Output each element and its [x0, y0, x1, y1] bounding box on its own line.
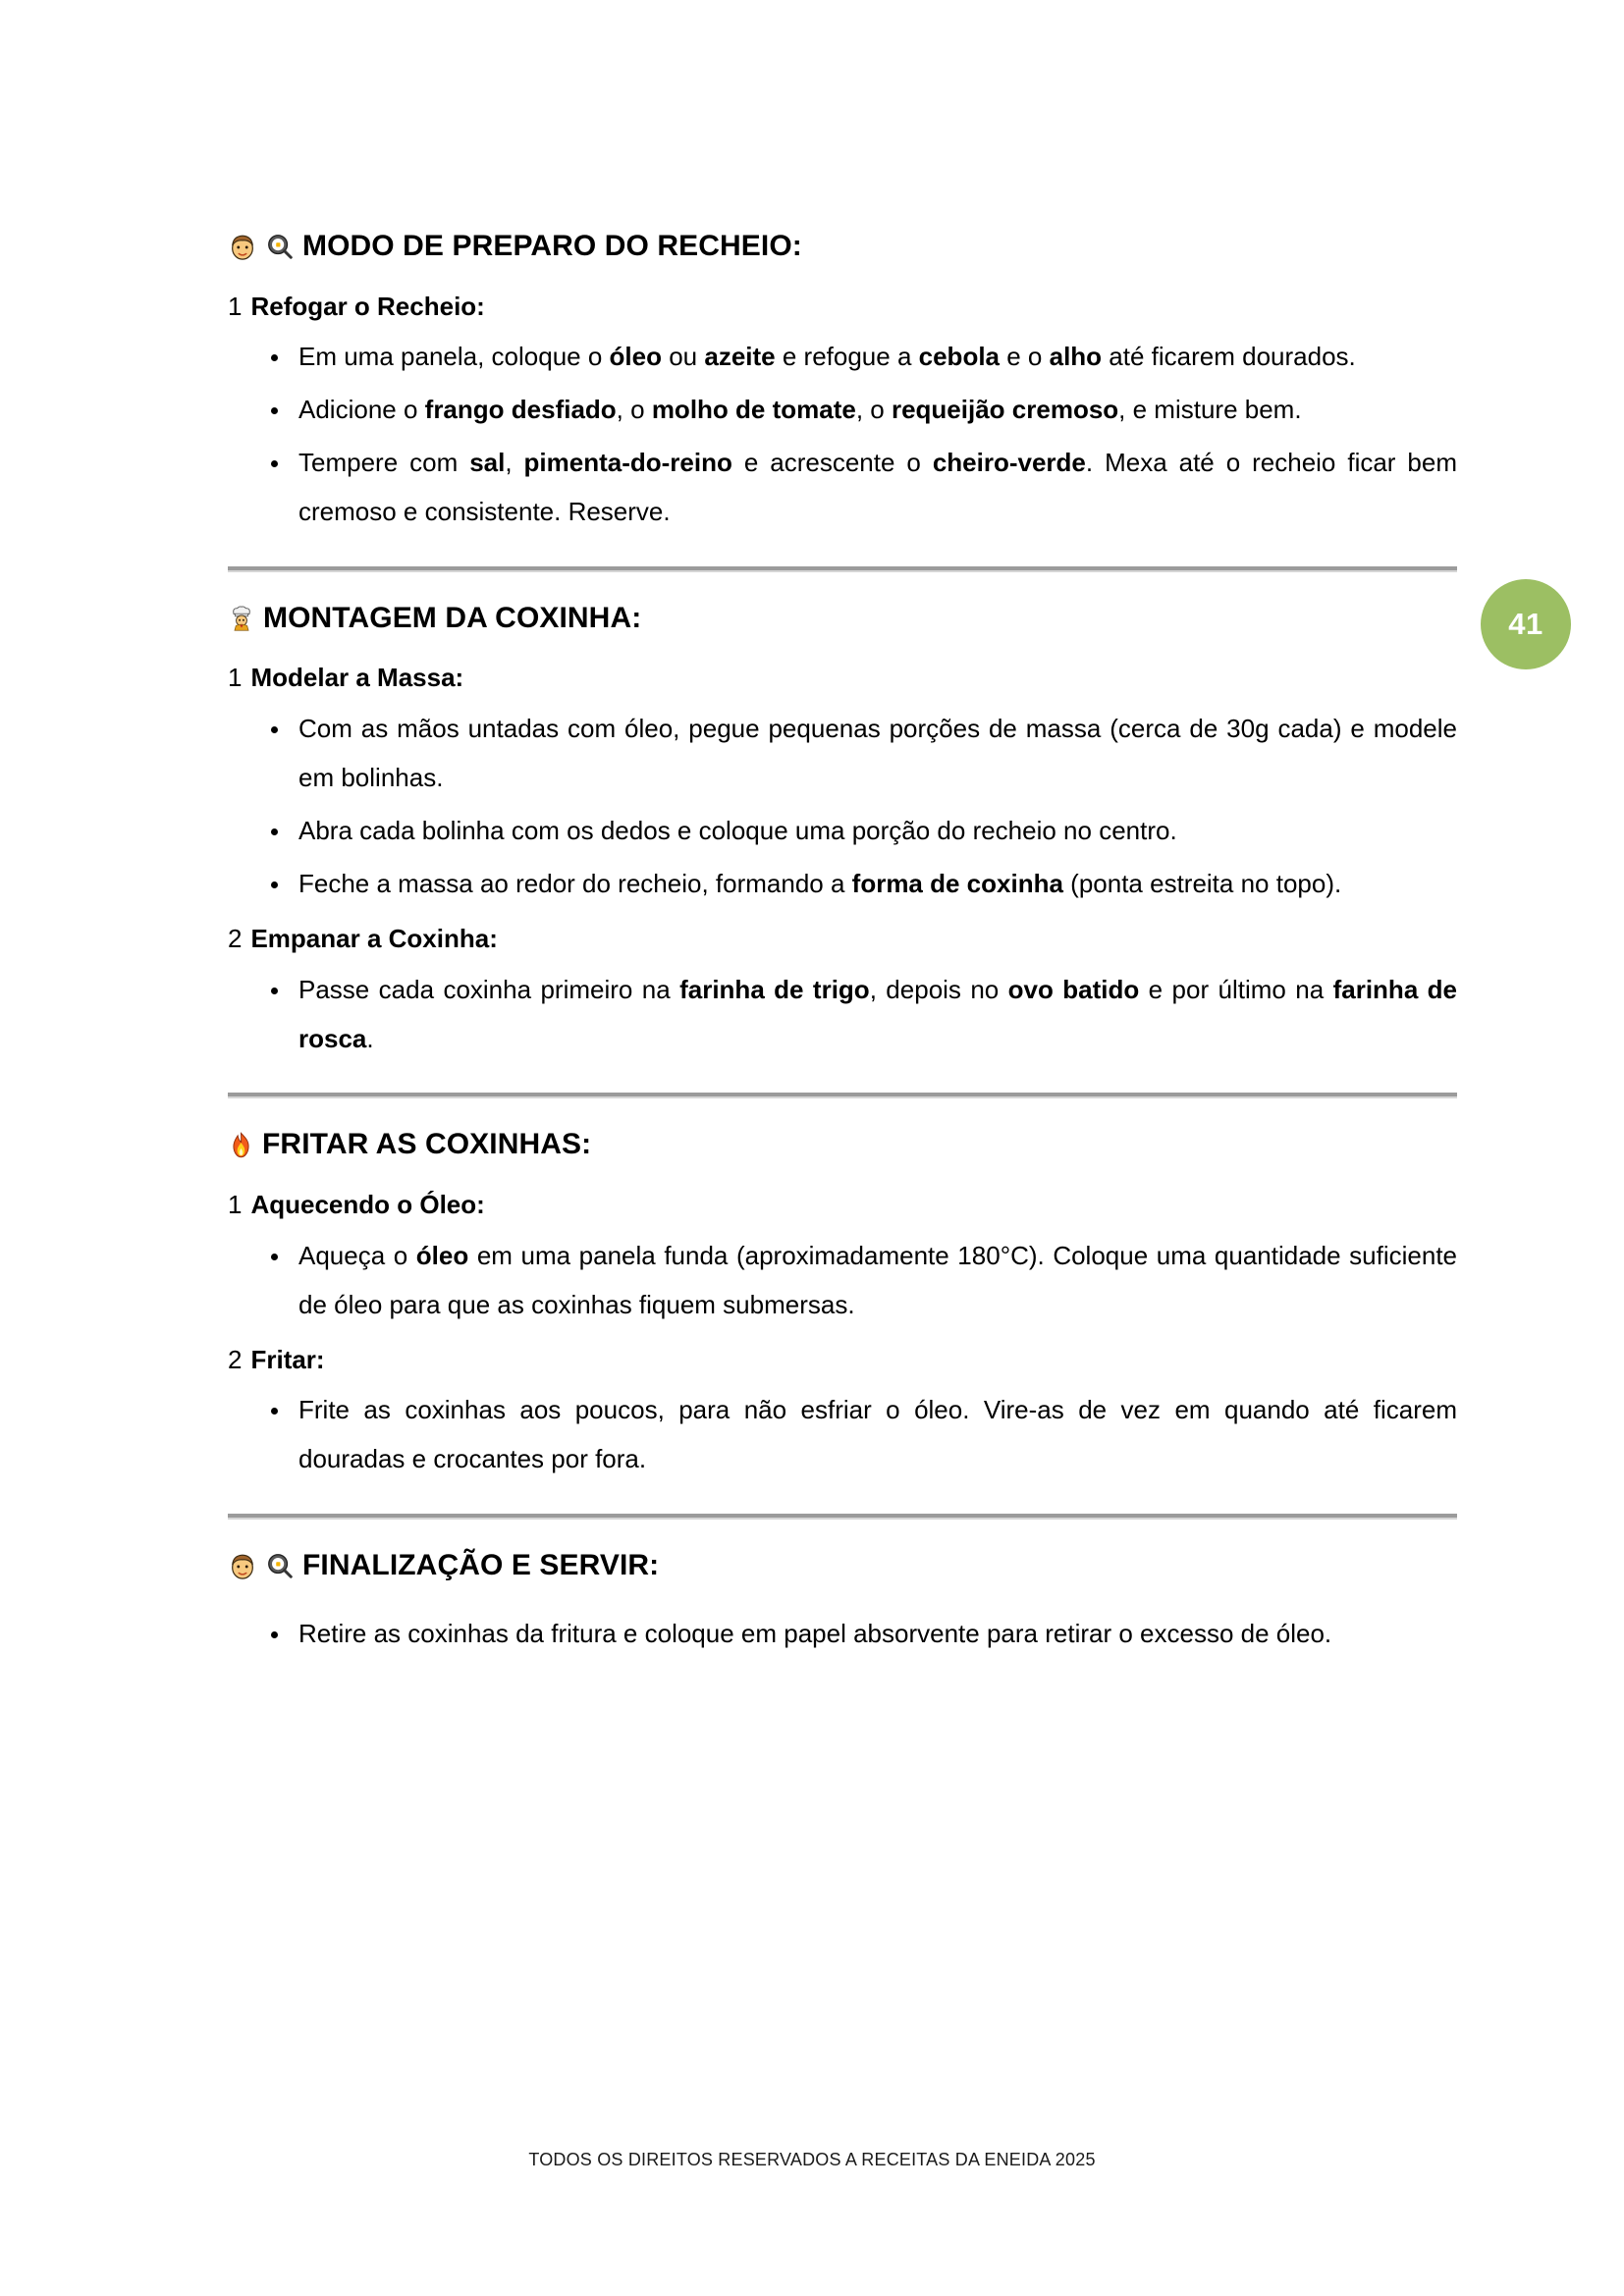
step-heading — [228, 291, 1457, 324]
list-item: Retire as coxinhas da fritura e coloque em papel absorvente para retirar o excesso de óleo. — [228, 1610, 1457, 1659]
step-title: Refogar o Recheio: — [250, 291, 485, 321]
step-title: Aquecendo o Óleo: — [250, 1189, 485, 1219]
section-montagem-da-coxinha — [228, 600, 1457, 1064]
list-item: Feche a massa ao redor do recheio, formando a forma de coxinha (ponta estreita no topo). — [228, 860, 1457, 909]
step-title: Empanar a Coxinha: — [250, 923, 498, 953]
list-item: Com as mãos untadas com óleo, pegue pequenas porções de massa (cerca de 30g cada) e modele em bolinhas. — [228, 705, 1457, 803]
bullet-list — [228, 1232, 1457, 1330]
section-heading-label: MODO DE PREPARO DO RECHEIO: — [302, 230, 802, 262]
list-item: Em uma panela, coloque o óleo ou azeite e refogue a cebola e o alho até ficarem dourados. — [228, 333, 1457, 382]
section-fritar-as-coxinhas — [228, 1126, 1457, 1484]
bullet-list — [228, 333, 1457, 537]
list-item: Adicione o frango desfiado, o molho de tomate, o requeijão cremoso, e misture bem. — [228, 386, 1457, 435]
section-heading-label: FINALIZAÇÃO E SERVIR: — [302, 1549, 660, 1582]
step-heading — [228, 923, 1457, 956]
section-heading — [228, 1126, 1457, 1163]
fire-icon — [228, 1132, 254, 1158]
face-icon — [228, 1551, 257, 1580]
step-heading — [228, 1344, 1457, 1377]
bullet-list — [228, 705, 1457, 909]
section-divider — [228, 1093, 1457, 1098]
step-number: 2 — [228, 923, 243, 953]
list-item: Abra cada bolinha com os dedos e coloque uma porção do recheio no centro. — [228, 807, 1457, 856]
page-footer — [0, 2150, 1624, 2170]
section-modo-de-preparo-do-recheio — [228, 228, 1457, 537]
step-heading — [228, 1189, 1457, 1222]
list-item: Passe cada coxinha primeiro na farinha de trigo, depois no ovo batido e por último na farinha de rosca. — [228, 966, 1457, 1064]
section-heading-label: MONTAGEM DA COXINHA: — [263, 601, 642, 634]
list-item: Tempere com sal, pimenta-do-reino e acrescente o cheiro-verde. Mexa até o recheio ficar bem cremoso e consistente. Reserve. — [228, 439, 1457, 537]
list-item: Frite as coxinhas aos poucos, para não esfriar o óleo. Vire-as de vez em quando até ficarem douradas e crocantes por fora. — [228, 1386, 1457, 1484]
step-number: 1 — [228, 1189, 243, 1219]
bullet-list — [228, 1386, 1457, 1484]
step-heading — [228, 662, 1457, 695]
step-number: 1 — [228, 291, 243, 321]
step-title: Fritar: — [250, 1344, 325, 1374]
chef-icon — [228, 605, 255, 632]
list-item: Aqueça o óleo em uma panela funda (aproximadamente 180°C). Coloque uma quantidade suficiente de óleo para que as coxinhas fiquem submersas. — [228, 1232, 1457, 1330]
section-divider — [228, 1514, 1457, 1520]
step-number: 2 — [228, 1344, 243, 1374]
page-number-label: 41 — [1508, 607, 1543, 641]
section-divider — [228, 566, 1457, 572]
section-heading — [228, 600, 1457, 637]
section-finalizacao-e-servir — [228, 1547, 1457, 1658]
section-heading — [228, 228, 1457, 265]
bullet-list — [228, 1610, 1457, 1659]
page-number-badge — [1481, 579, 1571, 669]
footer-text: TODOS OS DIREITOS RESERVADOS A RECEITAS DA ENEIDA 2025 — [528, 2150, 1096, 2169]
step-title: Modelar a Massa: — [250, 663, 464, 693]
face-icon — [228, 232, 257, 261]
step-number: 1 — [228, 663, 243, 693]
cooking-pan-icon — [265, 232, 295, 261]
section-heading — [228, 1547, 1457, 1584]
page-content — [228, 228, 1457, 1673]
cooking-pan-icon — [265, 1551, 295, 1580]
bullet-list — [228, 966, 1457, 1064]
section-heading-label: FRITAR AS COXINHAS: — [262, 1128, 592, 1161]
